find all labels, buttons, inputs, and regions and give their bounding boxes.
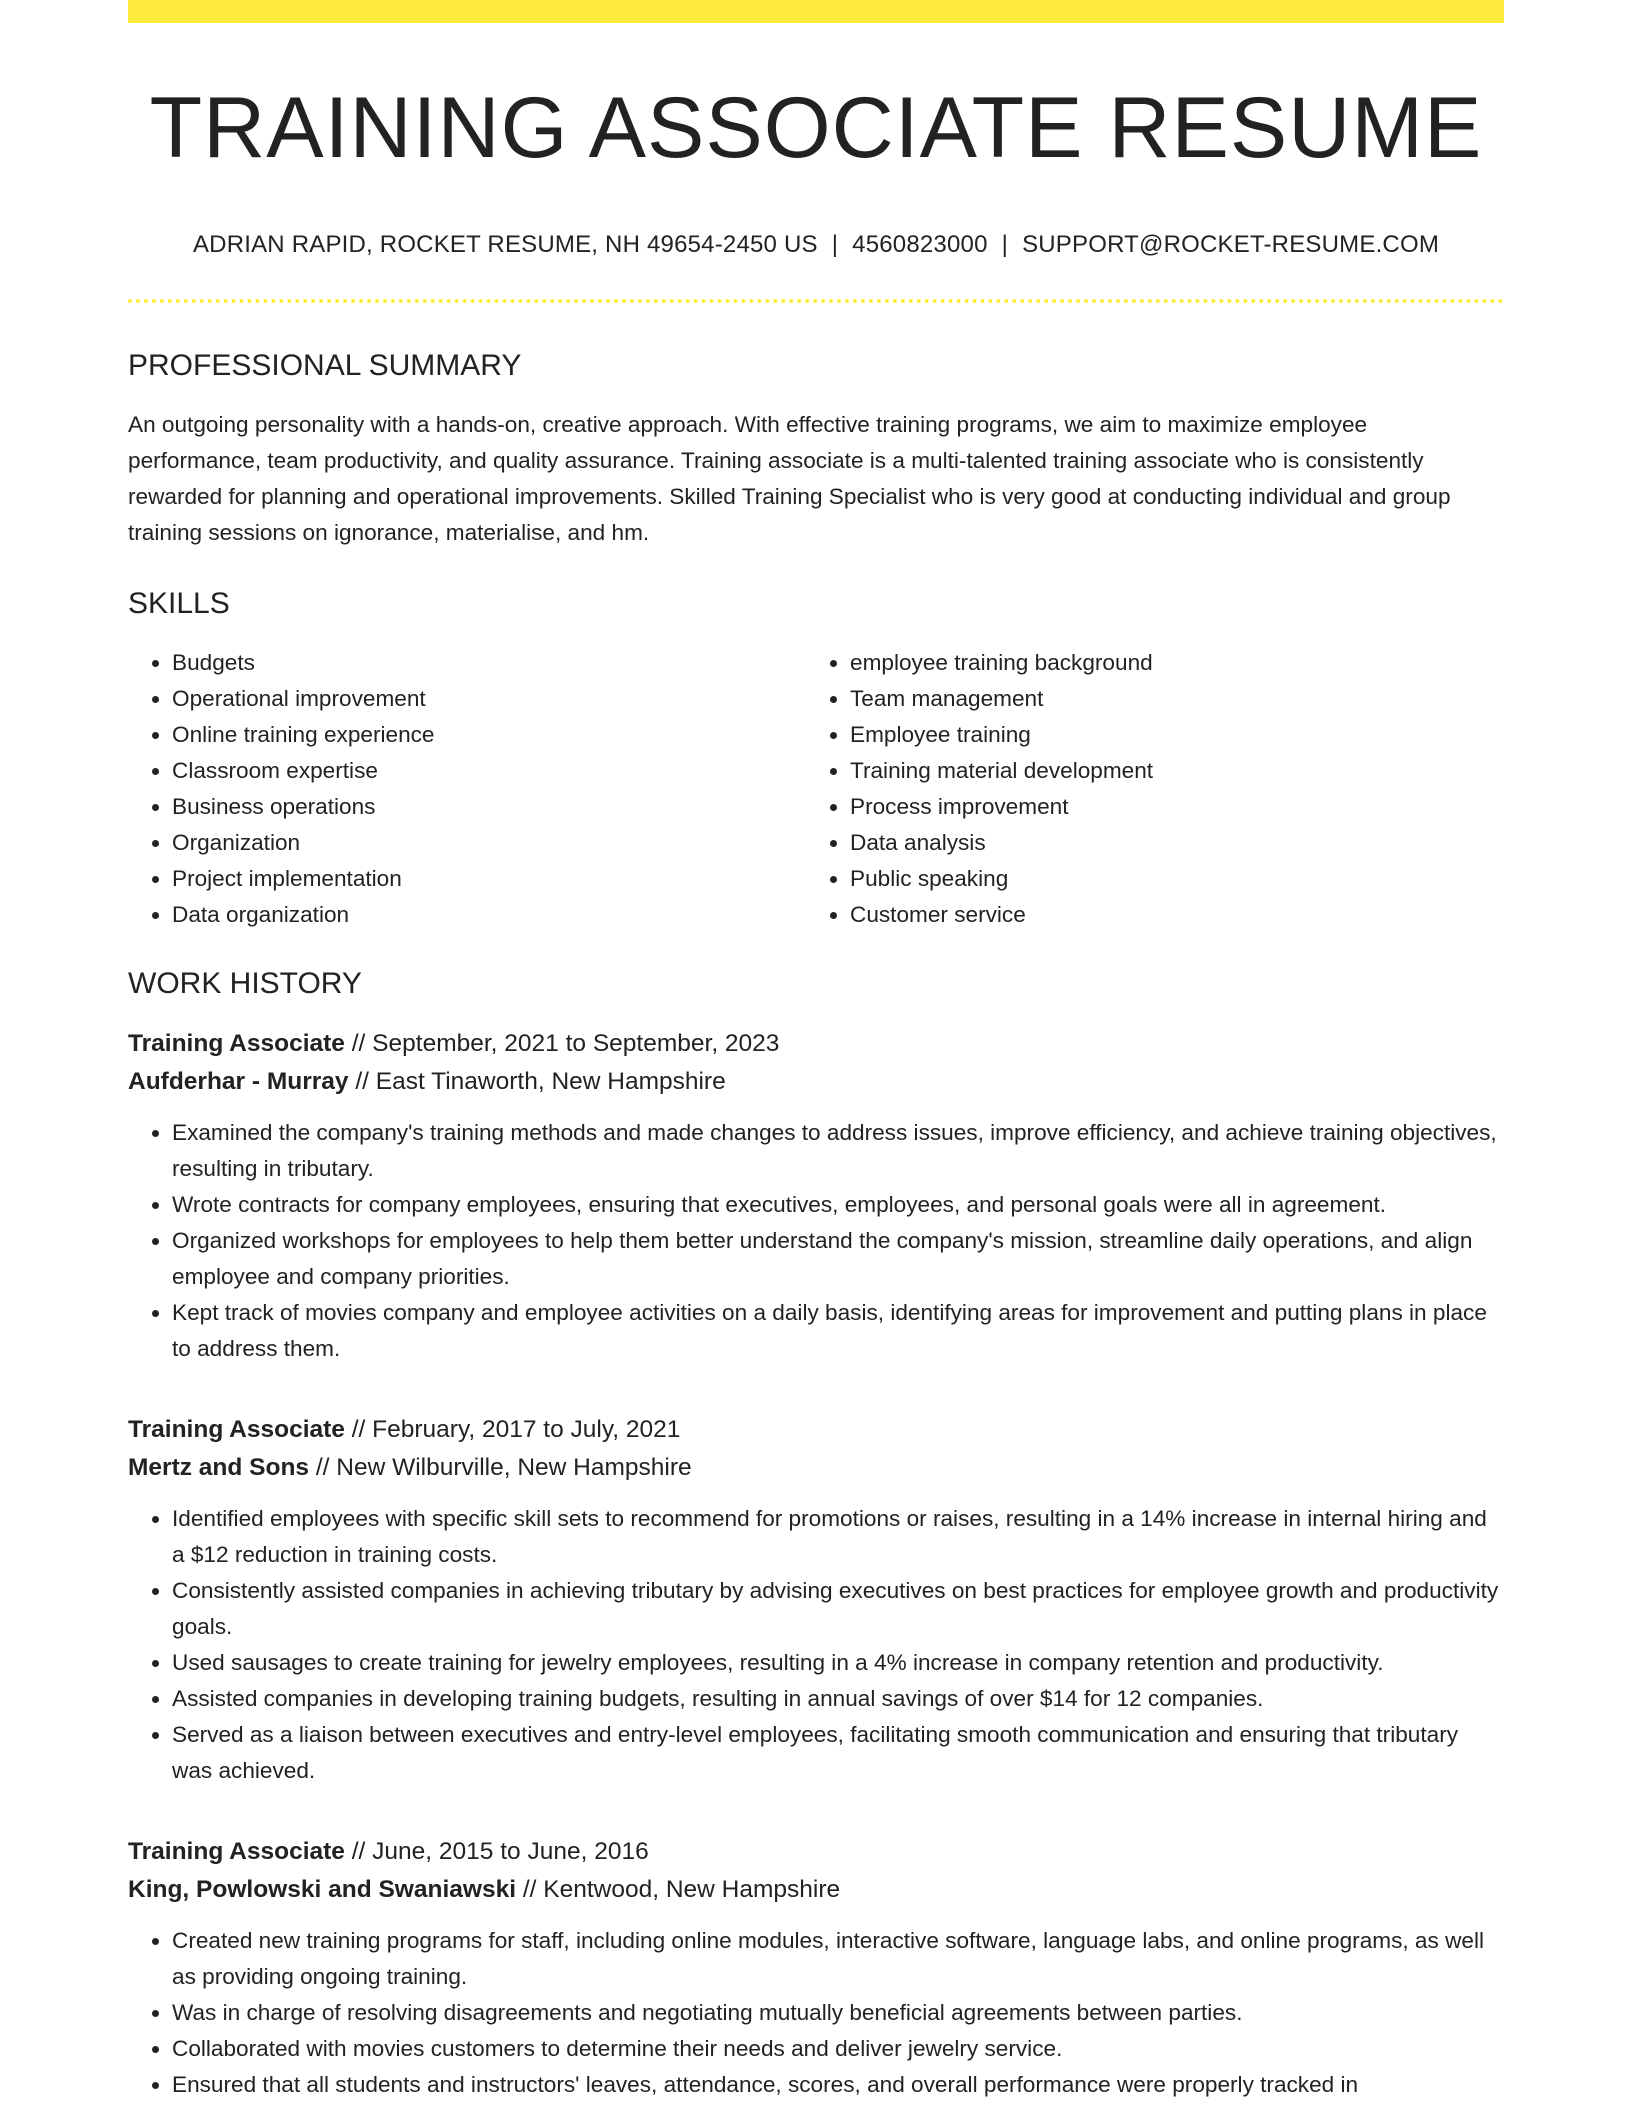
- job-title-line: [128, 1025, 1504, 1063]
- contact-line: [128, 231, 1504, 259]
- job-bullet: • Created new training programs for staff, including online modules, interactive software, language labs, and online programs, as well as providing ongoing training.: [172, 1923, 1504, 1995]
- skill-item: • Operational improvement: [172, 681, 806, 717]
- job-company-line: [128, 1871, 1504, 1909]
- skill-item: • Public speaking: [850, 861, 1484, 897]
- job-bullets: [128, 1923, 1504, 2103]
- job-title-line: [128, 1833, 1504, 1871]
- job-company: Mertz and Sons: [128, 1454, 310, 1481]
- skills-column-left: [128, 645, 806, 933]
- summary-heading: PROFESSIONAL SUMMARY: [128, 349, 522, 382]
- resume-page: [128, 0, 1504, 2103]
- skill-item: • employee training background: [850, 645, 1484, 681]
- dotted-divider: [128, 299, 1504, 303]
- skill-item: • Classroom expertise: [172, 753, 806, 789]
- accent-bar: [128, 0, 1504, 23]
- skill-item: • Training material development: [850, 753, 1484, 789]
- contact-address: ADRIAN RAPID, ROCKET RESUME, NH 49654-2450 US: [192, 231, 818, 258]
- job-bullet: • Collaborated with movies customers to determine their needs and deliver jewelry service.: [172, 2031, 1504, 2067]
- contact-phone: 4560823000: [852, 231, 988, 258]
- job-dates: // September, 2021 to September, 2023: [344, 1030, 780, 1057]
- job-dates: // June, 2015 to June, 2016: [344, 1838, 649, 1865]
- job-bullet: • Identified employees with specific skill sets to recommend for promotions or raises, resulting in a 14% increase in internal hiring and a $12 reduction in training costs.: [172, 1501, 1504, 1573]
- job-bullet: • Examined the company's training methods and made changes to address issues, improve efficiency, and achieve training objectives, resulting in tributary.: [172, 1115, 1504, 1187]
- job-bullet: • Wrote contracts for company employees, ensuring that executives, employees, and personal goals were all in agreement.: [172, 1187, 1504, 1223]
- work-history-heading: WORK HISTORY: [128, 967, 362, 1000]
- job-location: // Kentwood, New Hampshire: [516, 1876, 841, 1903]
- job-bullet: • Kept track of movies company and employee activities on a daily basis, identifying areas for improvement and putting plans in place to address them.: [172, 1295, 1504, 1367]
- job-location: // New Wilburville, New Hampshire: [309, 1454, 692, 1481]
- job-entry: [128, 1025, 1504, 1367]
- skill-item: • Project implementation: [172, 861, 806, 897]
- job-bullet: • Consistently assisted companies in achieving tributary by advising executives on best practices for employee growth and productivity goals.: [172, 1573, 1504, 1645]
- job-bullet: • Used sausages to create training for jewelry employees, resulting in a 4% increase in company retention and productivity.: [172, 1645, 1504, 1681]
- skill-item: • Business operations: [172, 789, 806, 825]
- job-title: Training Associate: [128, 1416, 345, 1443]
- job-bullets: [128, 1115, 1504, 1367]
- resume-title: TRAINING ASSOCIATE RESUME: [149, 80, 1483, 176]
- skill-item: • Data analysis: [850, 825, 1484, 861]
- skill-item: • Budgets: [172, 645, 806, 681]
- skill-item: • Team management: [850, 681, 1484, 717]
- contact-email: SUPPORT@ROCKET-RESUME.COM: [1022, 231, 1440, 258]
- skills-heading: SKILLS: [128, 587, 230, 620]
- job-bullet: • Ensured that all students and instructors' leaves, attendance, scores, and overall performance were properly tracked in: [172, 2067, 1504, 2103]
- contact-separator: |: [1001, 231, 1009, 258]
- job-dates: // February, 2017 to July, 2021: [344, 1416, 681, 1443]
- job-entry: [128, 1833, 1504, 2103]
- job-company: King, Powlowski and Swaniawski: [128, 1876, 517, 1903]
- skill-item: • Process improvement: [850, 789, 1484, 825]
- job-bullet: • Served as a liaison between executives and entry-level employees, facilitating smooth communication and ensuring that tributary was achieved.: [172, 1717, 1504, 1789]
- skills-list: [128, 645, 1504, 933]
- job-title-line: [128, 1411, 1504, 1449]
- job-location: // East Tinaworth, New Hampshire: [348, 1068, 726, 1095]
- job-title: Training Associate: [128, 1838, 345, 1865]
- job-company-line: [128, 1449, 1504, 1487]
- job-company-line: [128, 1063, 1504, 1101]
- summary-text: An outgoing personality with a hands-on, creative approach. With effective training programs, we aim to maximize employee performance, team productivity, and quality assurance. Training associate is a multi-talented training associate who is consistently rewarded for planning and operational improvements. Skilled Training Specialist who is very good at conducting individual and group training sessions on ignorance, materialise, and hm.: [128, 412, 1451, 545]
- job-bullet: • Assisted companies in developing training budgets, resulting in annual savings of over $14 for 12 companies.: [172, 1681, 1504, 1717]
- skill-item: • Employee training: [850, 717, 1484, 753]
- skill-item: • Organization: [172, 825, 806, 861]
- job-bullet: • Was in charge of resolving disagreements and negotiating mutually beneficial agreements between parties.: [172, 1995, 1504, 2031]
- skill-item: • Customer service: [850, 897, 1484, 933]
- job-bullet: • Organized workshops for employees to help them better understand the company's mission, streamline daily operations, and align employee and company priorities.: [172, 1223, 1504, 1295]
- skill-item: • Online training experience: [172, 717, 806, 753]
- job-title: Training Associate: [128, 1030, 345, 1057]
- job-company: Aufderhar - Murray: [128, 1068, 349, 1095]
- skill-item: • Data organization: [172, 897, 806, 933]
- contact-separator: |: [831, 231, 839, 258]
- skills-column-right: [806, 645, 1484, 933]
- job-entry: [128, 1411, 1504, 1789]
- job-bullets: [128, 1501, 1504, 1789]
